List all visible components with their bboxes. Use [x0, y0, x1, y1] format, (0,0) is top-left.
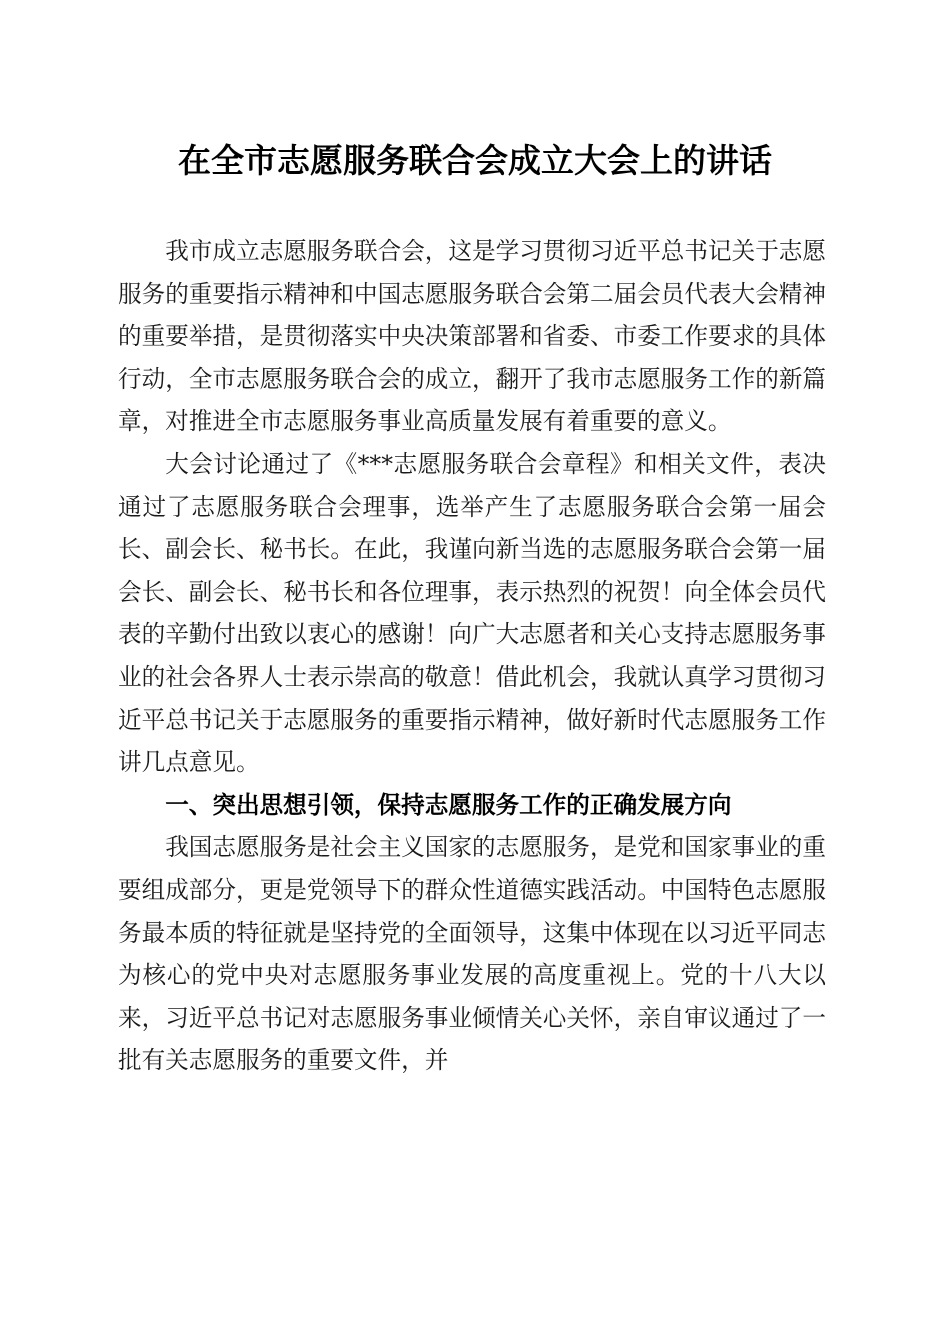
section-heading-1: 一、突出思想引领，保持志愿服务工作的正确发展方向	[165, 790, 732, 819]
paragraph-congratulations: 大会讨论通过了《***志愿服务联合会章程》和相关文件，表决通过了志愿服务联合会理事，选举产生了志愿服务联合会第一届会长、副会长、秘书长。在此，我谨向新当选的志愿服务联合会第一届会长、副会长、秘书长和各位理事，表示热烈的祝贺！向全体会员代表的辛勤付出致以衷心的感谢！向广大志愿者和关心支持志愿服务事业的社会各界人士表示崇高的敬意！借此机会，我就认真学习贯彻习近平总书记关于志愿服务的重要指示精神，做好新时代志愿服务工作讲几点意见。	[118, 449, 826, 777]
document-body	[118, 230, 826, 1082]
paragraph-intro: 我市成立志愿服务联合会，这是学习贯彻习近平总书记关于志愿服务的重要指示精神和中国志愿服务联合会第二届会员代表大会精神的重要举措，是贯彻落实中央决策部署和省委、市委工作要求的具体行动，全市志愿服务联合会的成立，翻开了我市志愿服务工作的新篇章，对推进全市志愿服务事业高质量发展有着重要的意义。	[118, 237, 826, 436]
paragraph-section-1: 我国志愿服务是社会主义国家的志愿服务，是党和国家事业的重要组成部分，更是党领导下的群众性道德实践活动。中国特色志愿服务最本质的特征就是坚持党的全面领导，这集中体现在以习近平同志为核心的党中央对志愿服务事业发展的高度重视上。党的十八大以来，习近平总书记对志愿服务事业倾情关心关怀，亲自审议通过了一批有关志愿服务的重要文件，并	[118, 833, 826, 1075]
document-title: 在全市志愿服务联合会成立大会上的讲话	[178, 141, 772, 180]
